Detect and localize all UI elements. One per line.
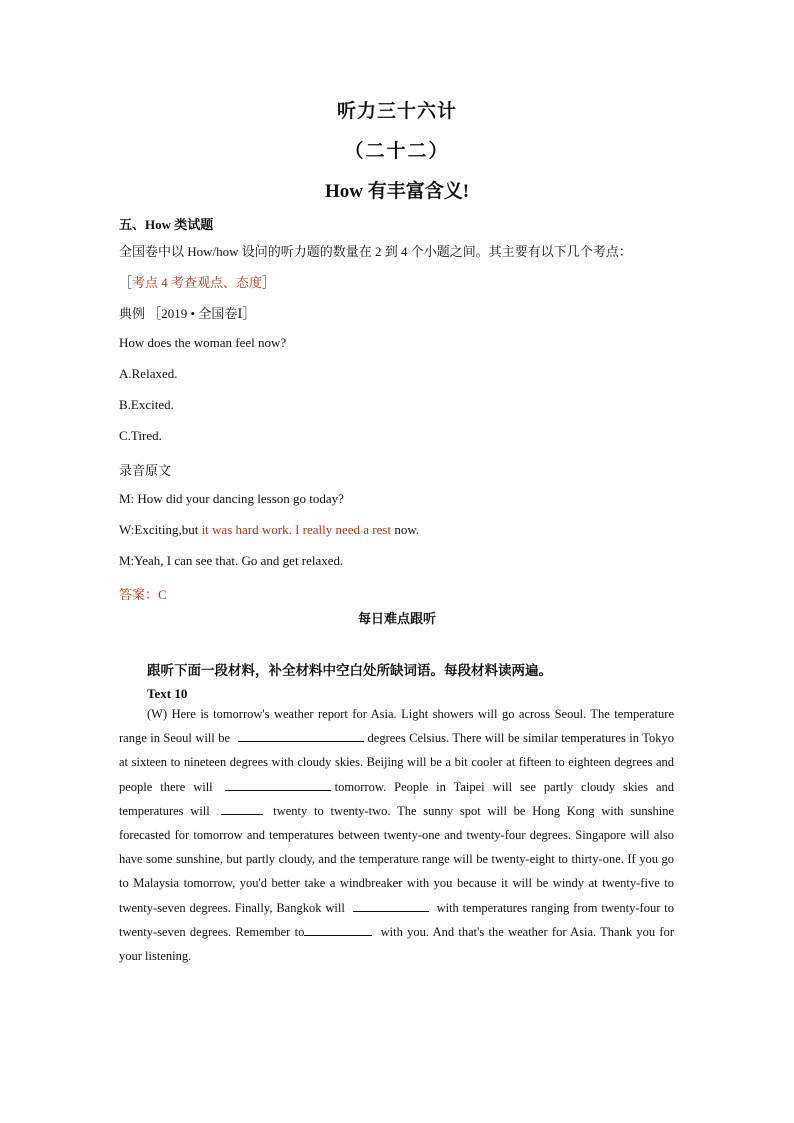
passage — [119, 702, 674, 968]
blank-3[interactable] — [221, 802, 263, 815]
example-label: 典例 — [119, 306, 146, 321]
woman-line-start: W:Exciting,but — [119, 522, 202, 537]
passage-part-6: with you. And that's the weather for Asia. Thank you for your listening. — [119, 924, 674, 964]
transcript-man-1: M: How did your dancing lesson go today? — [119, 491, 344, 506]
section-title: 五、How 类试题 — [119, 217, 214, 232]
passage-part-3: tomorrow. People in Taipei will see partly cloudy skies and temperatures will — [119, 779, 674, 818]
answer-line — [119, 584, 167, 603]
transcript-man-2: M:Yeah, I can see that. Go and get relaxed. — [119, 553, 344, 568]
bracket-close: ］ — [262, 275, 276, 290]
exam-point — [119, 272, 275, 291]
option-c: C.Tired. — [119, 428, 162, 443]
intro-text: 全国卷中以 How/how 设问的听力题的数量在 2 到 4 个小题之间。其主要有以下几个考点： — [119, 244, 632, 259]
answer-label: 答案： — [119, 587, 159, 602]
daily-title: 每日难点跟听 — [357, 611, 436, 626]
option-b: B.Excited. — [119, 397, 174, 412]
example-source: ［2019 • 全国卷Ⅰ］ — [148, 306, 256, 321]
exam-point-label: 考点 4 考查观点、态度 — [132, 275, 263, 290]
example-line — [119, 303, 255, 322]
option-a: A.Relaxed. — [119, 366, 178, 381]
woman-line-key-phrase: it was hard work. I really need a rest — [201, 522, 392, 537]
blank-4[interactable] — [353, 899, 429, 912]
blank-2[interactable] — [225, 778, 331, 791]
blank-1[interactable] — [238, 729, 364, 742]
blank-5[interactable] — [304, 923, 372, 936]
page-title: 听力三十六计 — [336, 101, 457, 122]
woman-line-end: now. — [391, 522, 420, 537]
transcript-woman — [119, 522, 419, 538]
page-heading: How 有丰富含义! — [324, 181, 470, 202]
passage-part-4: twenty to twenty-two. The sunny spot will be Hong Kong with sunshine forecasted for tomorrow and temperatures between twenty-one and twenty-four degrees. Singapore will also have some sunshine, but partly cloudy, and the temperature range will be twenty-eight to thirty-one. If you go to Malaysia tomorrow, you'd better take a windbreaker with you because it will be windy at twenty-five to twenty-seven degrees. Finally, Bangkok will — [119, 803, 674, 915]
passage-part-2: degrees Celsius. There will be similar temperatures in Tokyo at sixteen to nineteen degrees with cloudy skies. Beijing will be a bit cooler at fifteen to eighteen degrees and people there will — [119, 731, 675, 794]
question: How does the woman feel now? — [119, 335, 287, 350]
bracket-open: ［ — [119, 275, 133, 290]
instruction: 跟听下面一段材料，补全材料中空白处所缺词语。每段材料读两遍。 — [147, 663, 552, 678]
page-subtitle: （二十二） — [344, 141, 450, 162]
answer-value: C — [158, 587, 167, 602]
passage-part-5: with temperatures ranging from twenty-four to twenty-seven degrees. Remember to — [119, 900, 674, 939]
transcript-label: 录音原文 — [119, 463, 172, 478]
passage-part-1: (W) Here is tomorrow's weather report for Asia. Light showers will go across Seoul. The temperature range in Seoul will be — [119, 707, 674, 746]
text-label: Text 10 — [147, 686, 188, 701]
